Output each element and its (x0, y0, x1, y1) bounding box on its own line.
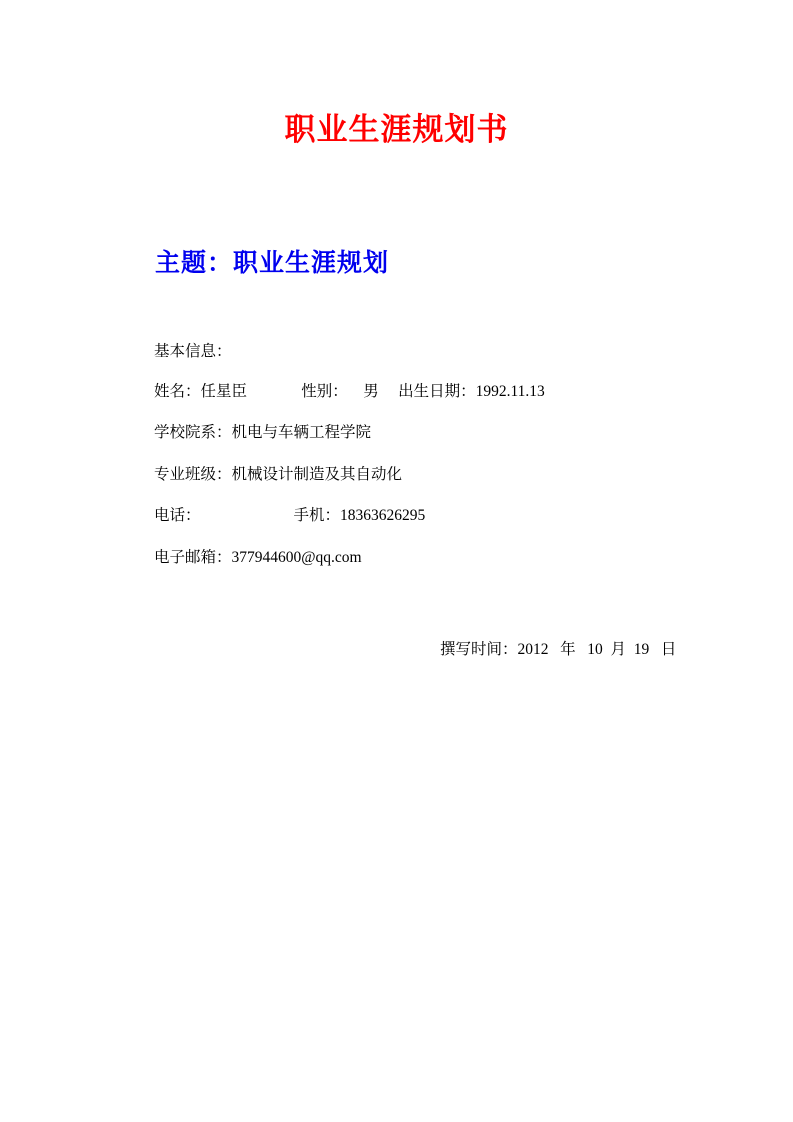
writing-date: 撰写时间：2012 年 10 月 19 日 (440, 641, 677, 658)
info-line-phone: 电话： 手机：18363626295 (154, 507, 426, 524)
page-title: 职业生涯规划书 (284, 112, 509, 147)
info-line-email: 电子邮箱：377944600@qq.com (154, 548, 362, 566)
info-heading: 基本信息： (154, 343, 232, 360)
info-line-major-class: 专业班级：机械设计制造及其自动化 (154, 465, 403, 483)
info-line-name-gender-birth: 姓名：任星臣 性别： 男 出生日期：1992.11.13 (154, 382, 545, 400)
document-subject: 主题：职业生涯规划 (155, 249, 390, 277)
basic-info-block (154, 344, 734, 591)
info-line-school: 学校院系：机电与车辆工程学院 (154, 424, 372, 441)
